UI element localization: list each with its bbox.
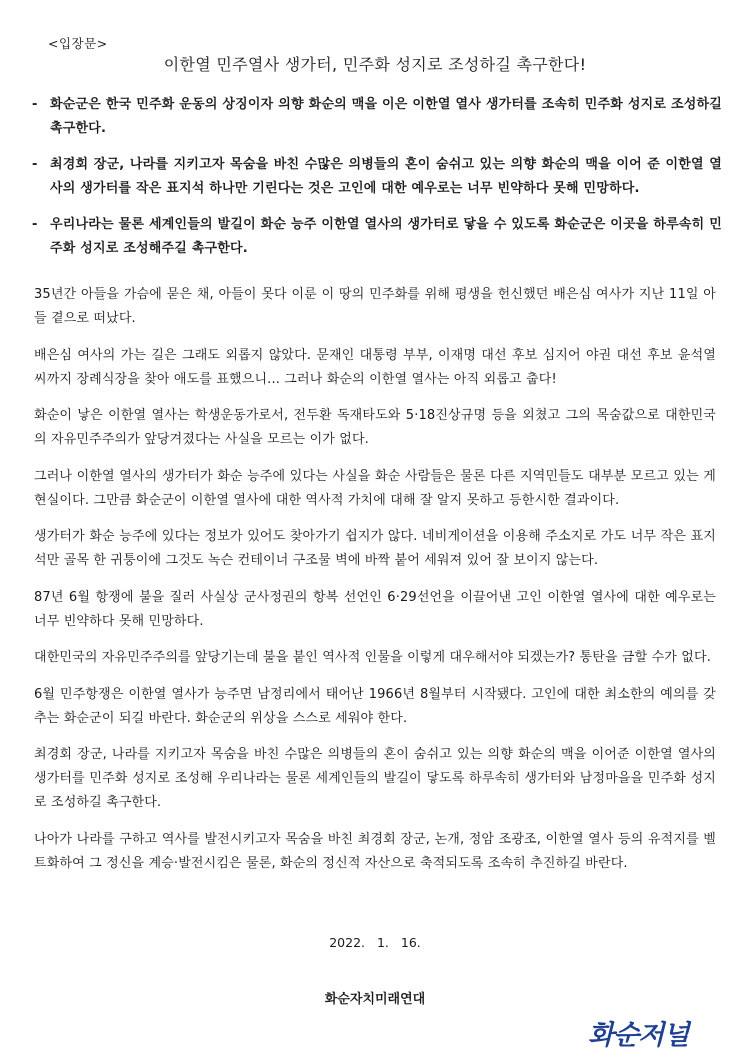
demand-item [32, 213, 722, 261]
demand-text: 우리나라는 물론 세계인들의 발길이 화순 능주 이한열 열사의 생가터로 닿을 수 있도록 화순군은 이곳을 하루속히 민주화 성지로 조성해주길 촉구한다. [50, 217, 722, 256]
organization-name: 화순자치미래연대 [324, 992, 426, 1007]
paragraph: 그러나 이한열 열사의 생가터가 화순 능주에 있다는 사실을 화순 사람들은 물론 다른 지역민들도 대부분 모르고 있는 게 현실이다. 그만큼 화순군이 이한열 열사에 대한 역사적 가치에 대해 잘 알지 못하고 등한시한 결과이다. [34, 468, 716, 508]
demand-text: 최경회 장군, 나라를 지키고자 목숨을 바친 수많은 의병들의 혼이 숨쉬고 있는 의향 화순의 맥을 이어 준 이한열 열사의 생가터를 작은 표지석 하나만 기린다는 것은 고인에 대한 예우로는 너무 빈약하다 못해 민망하다. [50, 157, 722, 196]
page-title: 이한열 민주열사 생가터, 민주화 성지로 조성하길 촉구한다! [163, 55, 587, 74]
watermark-logo: 화순저널 [588, 1020, 689, 1051]
paragraph: 배은심 여사의 가는 길은 그래도 외롭지 않았다. 문재인 대통령 부부, 이재명 대선 후보 심지어 야권 대선 후보 윤석열 씨까지 장례식장을 찾아 애도를 표했으니... 그러나 화순의 이한열 열사는 아직 외롭고 춥다! [34, 347, 716, 387]
paragraph: 6월 민주항쟁은 이한열 열사가 능주면 남정리에서 태어난 1966년 8월부터 시작됐다. 고인에 대한 최소한의 예의를 갖추는 화순군이 되길 바란다. 화순군의 위상을 스스로 세워야 한다. [34, 686, 716, 726]
paragraph: 나아가 나라를 구하고 역사를 발전시키고자 목숨을 바친 최경회 장군, 논개, 정암 조광조, 이한열 열사 등의 유적지를 벨트화하여 그 정신을 계승·발전시킴은 물론, 화순의 정신적 자산으로 축적되도록 조속히 추진하길 바란다. [34, 831, 716, 871]
document-date: 2022. 1. 16. [329, 935, 421, 950]
paragraph: 화순이 낳은 이한열 열사는 학생운동가로서, 전두환 독재타도와 5·18진상규명 등을 외쳤고 그의 목숨값으로 대한민국의 자유민주주의가 앞당겨졌다는 사실을 모르는 이가 없다. [34, 408, 716, 447]
paragraph: 대한민국의 자유민주주의를 앞당기는데 불을 붙인 역사적 인물을 이렇게 대우해서야 되겠는가? 통탄을 금할 수가 없다. [34, 650, 711, 665]
paragraph: 최경회 장군, 나라를 지키고자 목숨을 바친 수많은 의병들의 혼이 숨쉬고 있는 의향 화순의 맥을 이어준 이한열 열사의 생가터를 민주화 성지로 조성해 우리나라는 물론 세계인들의 발길이 닿도록 하루속히 생가터와 남정마을을 민주화 성지로 조성하길 촉구한다. [34, 747, 716, 810]
dash-bullet: - [32, 97, 38, 112]
demands-list [32, 93, 722, 273]
demand-item [32, 93, 722, 141]
paragraph: 생가터가 화순 능주에 있다는 정보가 있어도 찾아가기 쉽지가 않다. 네비게이션을 이용해 주소지로 가도 너무 작은 표지석만 골목 한 귀퉁이에 그것도 녹슨 컨테이너 구조물 벽에 바짝 붙어 세워져 있어 잘 보이지 않는다. [34, 529, 716, 568]
paragraph: 35년간 아들을 가슴에 묻은 채, 아들이 못다 이룬 이 땅의 민주화를 위해 평생을 헌신했던 배은심 여사가 지난 11일 아들 곁으로 떠났다. [34, 287, 716, 326]
demand-text: 화순군은 한국 민주화 운동의 상징이자 의향 화순의 맥을 이은 이한열 열사 생가터를 조속히 민주화 성지로 조성하길 촉구한다. [50, 97, 722, 136]
document-type-label: <입장문> [48, 36, 108, 51]
paragraph: 87년 6월 항쟁에 불을 질러 사실상 군사정권의 항복 선언인 6·29선언을 이끌어낸 고인 이한열 열사에 대한 예우로는 너무 빈약하다 못해 민망하다. [34, 589, 716, 629]
demand-item [32, 153, 722, 201]
dash-bullet: - [32, 157, 38, 172]
dash-bullet: - [32, 217, 38, 232]
body-text [34, 283, 716, 888]
